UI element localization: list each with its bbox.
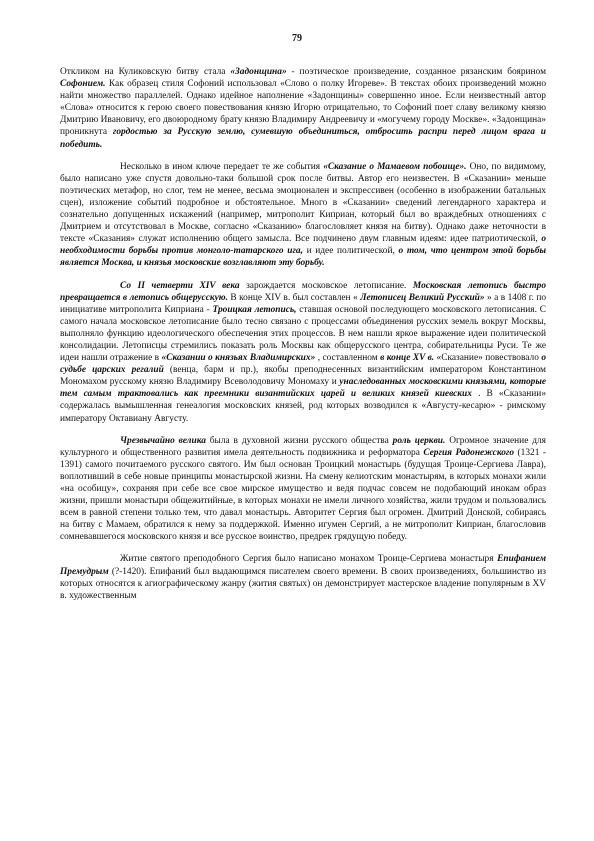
text-run: была в духовной жизни русского общества: [209, 435, 393, 446]
text-run: . В «Сказании» содержалась вымышленная генеалогия московских князей, род которых возводился к «Августу-кесарю» - римскому императору Октавиану Августу.: [60, 389, 547, 424]
text-run: (?-1420). Епифаний был выдающимся писателем своего времени. В своих произведениях, большинство из которых относятся к агиографическому жанру (жития святых) он демонстрирует мастерское владение популярным в XV в. художественным: [60, 566, 547, 601]
emphasis-run: Епифанием Премудрым: [60, 554, 546, 577]
emphasis-run: Троицкая летопись,: [212, 304, 297, 315]
emphasis-run: о необходимости борьбы против монголо-татарского ига,: [60, 234, 546, 257]
paragraph-epifaniy: [60, 553, 546, 601]
text-run: Оно, по видимому, было написано уже спустя довольно-таки большой срок после битвы. Автор его неизвестен. В «Сказании» меньше поэтических метафор, но слог, тем не менее, весьма эмоционален и экспрессивен (особенно в изображении батальных сцен), изложение событий подробное и обстоятельное. Много в «Сказании» сведений легендарного характера и сознательно допущенных искажений (например, митрополит Киприан, который был во враждебных отношениях с Дмитрием и отсутствовал в Москве, согласно «Сказанию» благословляет князя на битву). Однако даже неточности в тексте «Сказания» служат исполнению общего замысла. Все подчинено двум главным идеям: идее патриотической,: [60, 161, 546, 245]
text-run: (1321 - 1391) самого почитаемого русского святого. Им был основан Троицкий монастырь (будущая Троице-Сергиева Лавра), воплотивший в себе новые принципы монастырской жизни. На смену келиотским монастырям, в которых монахи жили «на особицу», сохраняя при себе все свое мирское имущество и ведя подчас совсем не подобающий инокам образ жизни, пришли монастыри общежитийные, в которых монахи не имели личного хозяйства, жили трудом и пользовались всем в равной степени только тем, что давал монастырь. Авторитет Сергия был огромен. Дмитрий Донской, собираясь на битву с Мамаем, обратился к нему за поддержкой. Именно игумен Сергий, а не митрополит Киприан, благословив сомневавшегося московского князя и все русское воинство, предрек грядущую победу.: [60, 447, 547, 543]
text-run: , составленном: [317, 353, 381, 364]
text-run: Как образец стиля Софоний использовал «Слово о полку Игореве». В текстах обоих произведений можно найти множество параллелей. Однако идейное наполнение «Задонщины» совершенно иное. Если неизвестный автор «Слова» относится к герою своего повествования князю Игорю отрицательно, то Софоний поет славу великому князю Дмитрию Ивановичу, его двоюродному брату князю Владимиру Андреевичу и «могучему городу Москве». «Задонщина» проникнута: [60, 79, 547, 138]
emphasis-run: в конце XV в.: [380, 353, 435, 364]
emphasis-run: «Задонщина»: [230, 67, 287, 77]
emphasis-run: Летописец Великий Русский»: [360, 292, 485, 303]
paragraph-zadonshchina: [60, 66, 546, 151]
emphasis-run: гордостью за Русскую землю, сумевшую объединиться, отбросить распри перед лицом врага и победить.: [60, 127, 546, 150]
paragraph-church-role: [60, 435, 546, 544]
paragraph-letopisanie: [60, 280, 546, 425]
emphasis-run: «Сказании о князьях Владимирских»: [161, 353, 316, 364]
text-run: (венца, барм и пр.), якобы преподнесенных византийским императором Константином Мономахом русскому князю Владимиру Всеволодовичу Мономаху и: [60, 365, 546, 388]
text-run: Откликом на Куликовскую битву стала: [60, 67, 231, 77]
text-run: В конце XIV в. был составлен «: [230, 292, 358, 303]
text-run: ставшая основой последующего московского летописания. С самого начала московское летописание было тесно связано с процессами объединения русских земель вокруг Москвы, выполняло функцию идеологического обеспечения этих процессов. В нем нашли яркое выражение идеи политической консолидации. Летописцы стремились показать роль Москвы как общерусского центра, собирательницы Руси. Те же идеи нашли отражение в: [60, 304, 546, 364]
page-number: 79: [292, 33, 302, 44]
text-run: Житие святого преподобного Сергия было написано монахом Троице-Сергиева монастыря: [120, 554, 498, 565]
emphasis-run: Московская летопись быстро превращается в летопись общерусскую.: [60, 280, 547, 303]
emphasis-run: Софонием.: [60, 79, 106, 90]
paragraph-skazanie-mamaevo: [60, 161, 546, 270]
emphasis-run: Сергия Радонежского: [423, 447, 515, 458]
emphasis-run: о судьбе царских регалий: [60, 353, 547, 376]
text-run: и идее политической,: [306, 246, 399, 257]
text-run: » а в 1408 г. по инициативе митрополита Киприана -: [60, 292, 547, 315]
text-run: «Сказание» повествовало: [436, 353, 542, 364]
emphasis-run: о том, что центром этой борьбы является Москва, и князья московские возглавляют эту борьбу.: [60, 246, 547, 269]
text-run: Огромное значение для культурного и общественного развития имела деятельность подвижника и реформатора: [60, 435, 546, 458]
emphasis-run: Со II четверти XIV века: [120, 280, 240, 291]
emphasis-run: унаследованных московскими князьями, которые тем самым трактовались как преемники византийских царей и великих князей киевских: [60, 377, 546, 400]
emphasis-run: Чрезвычайно велика: [120, 435, 206, 446]
page-body: [60, 66, 546, 612]
emphasis-run: «Сказание о Мамаевом побоище».: [323, 161, 467, 172]
text-run: Несколько в ином ключе передает те же события: [120, 161, 324, 172]
text-run: - поэтическое произведение, созданное рязанским боярином: [291, 67, 547, 77]
text-run: зарождается московское летописание.: [246, 280, 413, 291]
emphasis-run: роль церкви.: [392, 435, 446, 446]
